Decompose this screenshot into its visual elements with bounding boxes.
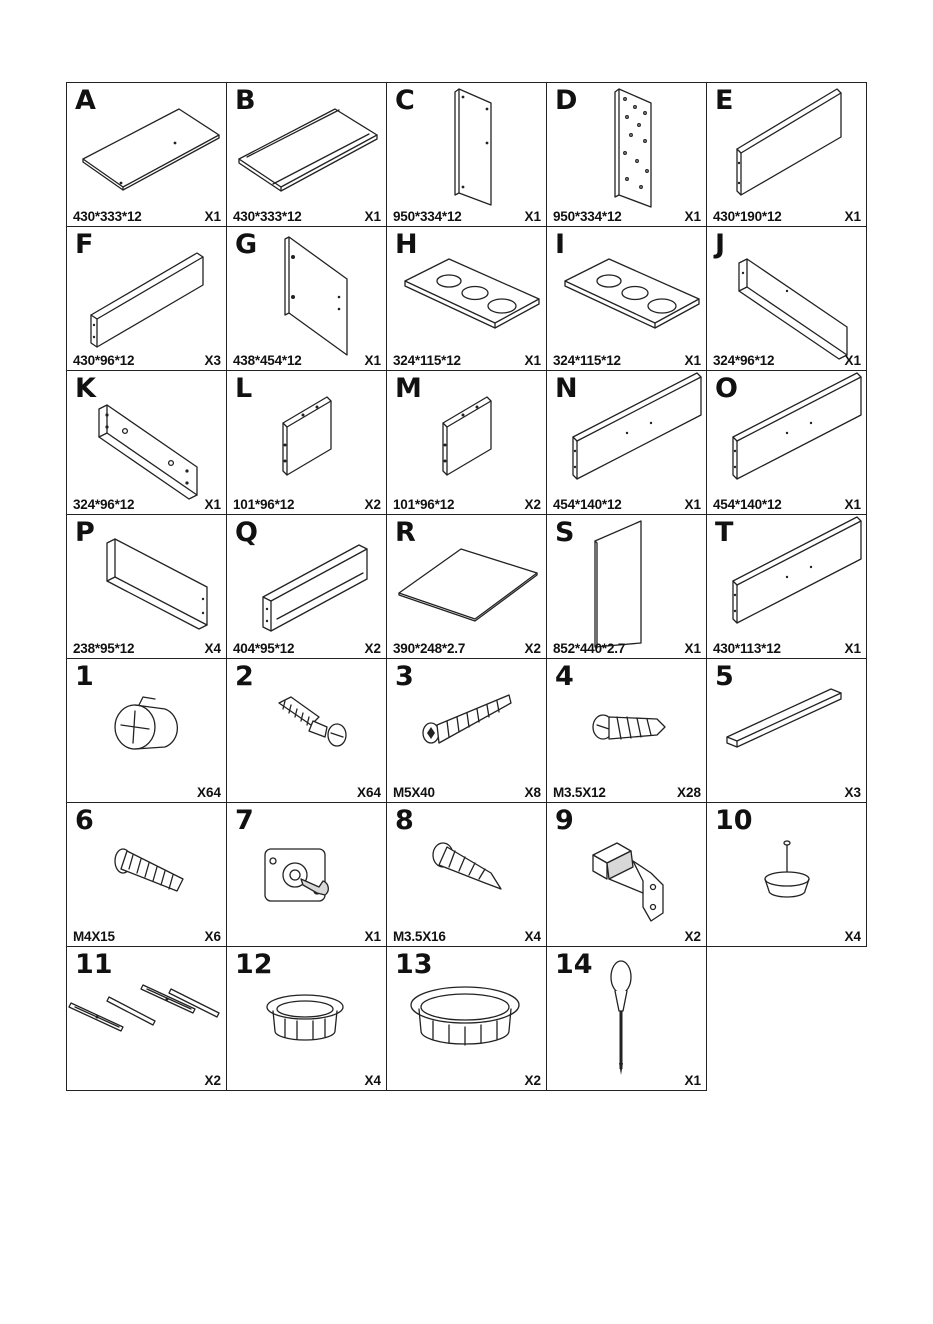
- part-label: 13: [395, 949, 433, 980]
- part-label: 10: [715, 805, 753, 836]
- part-cell: [706, 82, 867, 227]
- part-cell: [546, 802, 707, 947]
- part-label: 4: [555, 661, 574, 692]
- part-label: B: [235, 85, 256, 116]
- part-label: O: [715, 373, 738, 404]
- part-label: P: [75, 517, 95, 548]
- part-label: 11: [75, 949, 113, 980]
- part-quantity: X1: [204, 497, 221, 512]
- part-cell: [546, 514, 707, 659]
- part-cell: [226, 514, 387, 659]
- part-quantity: X3: [204, 353, 221, 368]
- part-dimensions: 438*454*12: [233, 353, 302, 368]
- part-cell: [706, 370, 867, 515]
- part-quantity: X1: [364, 929, 381, 944]
- part-cell: [546, 946, 707, 1091]
- part-dimensions: 430*190*12: [713, 209, 782, 224]
- part-cell: [66, 514, 227, 659]
- part-cell: [706, 514, 867, 659]
- part-dimensions: M3.5X12: [553, 785, 606, 800]
- part-dimensions: 324*115*12: [393, 353, 461, 368]
- part-label: 5: [715, 661, 734, 692]
- part-quantity: X2: [684, 929, 701, 944]
- part-label: C: [395, 85, 415, 116]
- part-dimensions: 950*334*12: [553, 209, 622, 224]
- part-label: L: [235, 373, 253, 404]
- part-quantity: X2: [364, 641, 381, 656]
- three-hole-board-icon: [547, 227, 707, 371]
- part-label: D: [555, 85, 578, 116]
- part-dimensions: 454*140*12: [553, 497, 622, 512]
- part-label: F: [75, 229, 94, 260]
- part-label: H: [395, 229, 418, 260]
- part-quantity: X3: [844, 785, 861, 800]
- part-dimensions: 324*96*12: [713, 353, 775, 368]
- part-label: M: [395, 373, 422, 404]
- part-dimensions: 238*95*12: [73, 641, 135, 656]
- part-cell: [386, 226, 547, 371]
- part-label: S: [555, 517, 575, 548]
- part-quantity: X64: [196, 785, 221, 800]
- part-quantity: X2: [524, 1073, 541, 1088]
- part-cell: [706, 226, 867, 371]
- rail-board-icon: [707, 227, 867, 371]
- part-quantity: X28: [676, 785, 701, 800]
- part-quantity: X2: [524, 641, 541, 656]
- part-dimensions: M5X40: [393, 785, 435, 800]
- part-dimensions: 101*96*12: [233, 497, 295, 512]
- part-label: R: [395, 517, 416, 548]
- part-quantity: X2: [204, 1073, 221, 1088]
- part-cell: [66, 946, 227, 1091]
- part-label: Q: [235, 517, 258, 548]
- part-cell: [226, 370, 387, 515]
- part-cell: [386, 514, 547, 659]
- part-dimensions: M3.5X16: [393, 929, 446, 944]
- part-quantity: X64: [356, 785, 381, 800]
- part-label: N: [555, 373, 578, 404]
- part-quantity: X1: [844, 353, 861, 368]
- part-quantity: X2: [364, 497, 381, 512]
- part-cell: [386, 82, 547, 227]
- part-quantity: X4: [844, 929, 861, 944]
- part-cell: [386, 802, 547, 947]
- part-quantity: X1: [204, 209, 221, 224]
- part-cell: [226, 82, 387, 227]
- part-cell: [386, 370, 547, 515]
- part-label: 8: [395, 805, 414, 836]
- part-dimensions: 404*95*12: [233, 641, 295, 656]
- part-label: 3: [395, 661, 414, 692]
- part-cell: [226, 802, 387, 947]
- part-quantity: X4: [364, 1073, 381, 1088]
- part-quantity: X1: [684, 641, 701, 656]
- part-label: 7: [235, 805, 254, 836]
- part-quantity: X1: [524, 353, 541, 368]
- part-quantity: X1: [524, 209, 541, 224]
- part-dimensions: 324*96*12: [73, 497, 135, 512]
- part-cell: [546, 82, 707, 227]
- part-label: 9: [555, 805, 574, 836]
- part-cell: [226, 946, 387, 1091]
- part-label: E: [715, 85, 734, 116]
- part-dimensions: 430*113*12: [713, 641, 781, 656]
- part-quantity: X1: [844, 209, 861, 224]
- part-dimensions: 390*248*2.7: [393, 641, 466, 656]
- part-dimensions: M4X15: [73, 929, 115, 944]
- part-label: A: [75, 85, 96, 116]
- part-dimensions: 430*333*12: [73, 209, 142, 224]
- part-label: J: [715, 229, 726, 260]
- part-cell: [386, 946, 547, 1091]
- part-quantity: X1: [364, 353, 381, 368]
- part-label: I: [555, 229, 566, 260]
- part-label: 6: [75, 805, 94, 836]
- part-dimensions: 454*140*12: [713, 497, 782, 512]
- part-cell: [706, 802, 867, 947]
- part-label: 14: [555, 949, 593, 980]
- part-quantity: X4: [524, 929, 541, 944]
- part-quantity: X8: [524, 785, 541, 800]
- part-quantity: X4: [204, 641, 221, 656]
- part-cell: [66, 370, 227, 515]
- part-cell: [546, 658, 707, 803]
- part-label: T: [715, 517, 734, 548]
- part-label: G: [235, 229, 258, 260]
- part-cell: [386, 658, 547, 803]
- part-cell: [226, 658, 387, 803]
- part-quantity: X1: [364, 209, 381, 224]
- part-quantity: X1: [684, 353, 701, 368]
- part-quantity: X6: [204, 929, 221, 944]
- part-dimensions: 950*334*12: [393, 209, 462, 224]
- part-dimensions: 430*333*12: [233, 209, 302, 224]
- part-dimensions: 430*96*12: [73, 353, 135, 368]
- part-quantity: X1: [684, 1073, 701, 1088]
- part-cell: [66, 226, 227, 371]
- part-dimensions: 101*96*12: [393, 497, 455, 512]
- part-cell: [66, 802, 227, 947]
- part-dimensions: 852*440*2.7: [553, 641, 626, 656]
- part-cell: [546, 226, 707, 371]
- part-dimensions: 324*115*12: [553, 353, 621, 368]
- part-label: 12: [235, 949, 273, 980]
- part-cell: [226, 226, 387, 371]
- part-quantity: X2: [524, 497, 541, 512]
- parts-grid: [66, 82, 865, 1087]
- part-label: K: [75, 373, 96, 404]
- part-label: 1: [75, 661, 94, 692]
- part-cell: [546, 370, 707, 515]
- part-cell: [66, 82, 227, 227]
- part-quantity: X1: [844, 497, 861, 512]
- part-cell: [66, 658, 227, 803]
- part-label: 2: [235, 661, 254, 692]
- part-quantity: X1: [684, 209, 701, 224]
- part-cell: [706, 658, 867, 803]
- part-quantity: X1: [684, 497, 701, 512]
- part-quantity: X1: [844, 641, 861, 656]
